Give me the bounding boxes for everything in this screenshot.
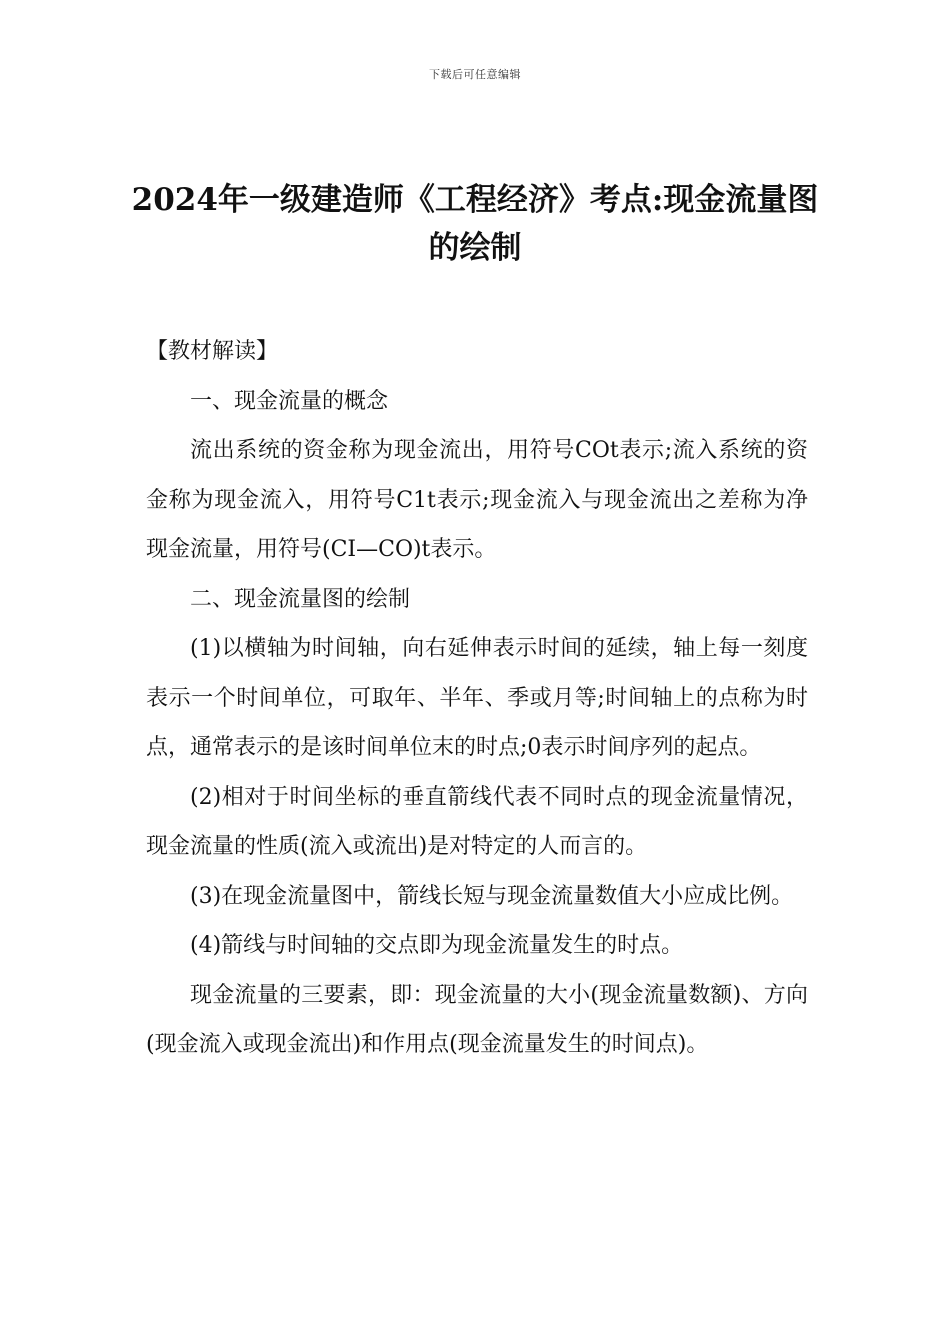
heading-cash-flow-diagram: 二、现金流量图的绘制 — [190, 586, 411, 612]
paragraph-rule-1: (1)以横轴为时间轴，向右延伸表示时间的延续，轴上每一刻度表示一个时间单位，可取年、半年、季或月等;时间轴上的点称为时点，通常表示的是该时间单位末的时点;0表示时间序列的起点。 — [146, 636, 808, 760]
document-body — [146, 327, 808, 1070]
heading-cash-flow-concept: 一、现金流量的概念 — [190, 388, 389, 414]
header-note: 下载后可任意编辑 — [429, 68, 521, 81]
document-title: 2024年一级建造师《工程经济》考点:现金流量图的绘制 — [131, 182, 819, 266]
paragraph-rule-3: (3)在现金流量图中，箭线长短与现金流量数值大小应成比例。 — [190, 883, 794, 909]
section-label: 【教材解读】 — [146, 339, 279, 364]
paragraph-rule-2: (2)相对于时间坐标的垂直箭线代表不同时点的现金流量情况，现金流量的性质(流入或流出)是对特定的人而言的。 — [146, 784, 808, 859]
paragraph-rule-4: (4)箭线与时间轴的交点即为现金流量发生的时点。 — [190, 933, 684, 958]
paragraph-three-elements: 现金流量的三要素，即：现金流量的大小(现金流量数额)、方向(现金流入或现金流出)和作用点(现金流量发生的时间点)。 — [146, 982, 808, 1057]
paragraph-cash-flow-definition: 流出系统的资金称为现金流出，用符号COt表示;流入系统的资金称为现金流入，用符号C1t表示;现金流入与现金流出之差称为净现金流量，用符号(CI—CO)t表示。 — [146, 438, 808, 562]
